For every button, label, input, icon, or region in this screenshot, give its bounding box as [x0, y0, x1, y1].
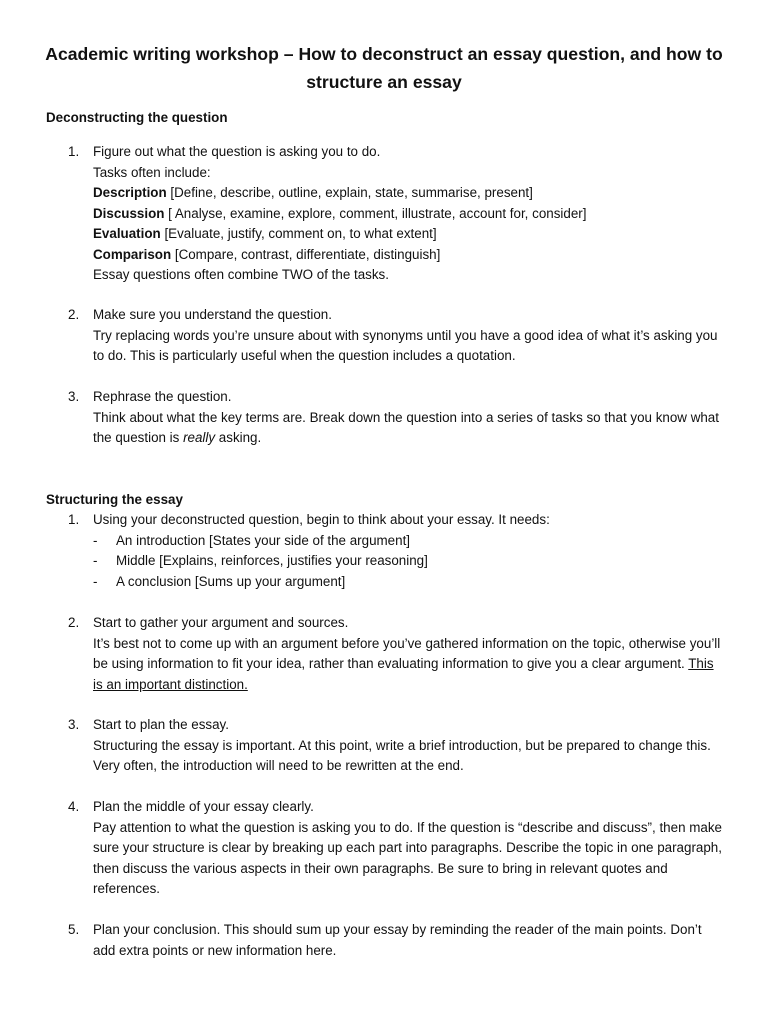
bullet-item — [93, 531, 722, 552]
item-lead: Figure out what the question is asking you to do. — [93, 144, 381, 159]
list-item — [46, 142, 722, 286]
bullet-item — [93, 551, 722, 572]
list-item — [46, 510, 722, 592]
emphasis-text: really — [183, 430, 216, 445]
item-number: 2. — [68, 307, 80, 322]
task-discussion — [93, 204, 722, 225]
dash-marker: - — [93, 573, 98, 589]
item-lead: Make sure you understand the question. — [93, 307, 332, 322]
item-text: Pay attention to what the question is asking you to do. If the question is “describe and discuss”, then make sure your structure is clear by breaking up each part into paragraphs. Describe the topic in one paragraph, then discuss the various aspects in their own paragraphs. Be sure to bring in relevant quotes and references. — [93, 819, 722, 896]
task-detail: [Define, describe, outline, explain, state, summarise, present] — [166, 185, 533, 200]
dash-marker: - — [93, 553, 98, 568]
item-text: Try replacing words you’re unsure about with synonyms until you have a good idea of what it’s asking you to do. This is particularly useful when the question includes a quotation. — [93, 327, 718, 363]
list-item — [46, 715, 722, 777]
item-text-part: It’s best not to come up with an argument before you’ve gathered information on the topic, otherwise you’ll be using information to fit your idea, rather than evaluating information to give you a clear argument. — [93, 635, 721, 671]
bullet-text: Middle [Explains, reinforces, justifies your reasoning] — [116, 553, 428, 568]
item-number: 1. — [68, 144, 80, 159]
item-text — [93, 408, 722, 449]
task-evaluation — [93, 224, 722, 245]
list-item — [46, 305, 722, 367]
task-comparison — [93, 245, 722, 266]
task-detail: [Compare, contrast, differentiate, distinguish] — [171, 246, 441, 262]
page-title: Academic writing workshop – How to deconstruct an essay question, and how to structure an essay — [45, 44, 723, 92]
item-lead: Using your deconstructed question, begin to think about your essay. It needs: — [93, 512, 550, 527]
task-term: Evaluation — [93, 226, 161, 241]
item-lead: Start to gather your argument and sources. — [93, 615, 349, 630]
bullet-item — [93, 572, 722, 593]
item-number: 3. — [68, 717, 80, 732]
item-number: 1. — [68, 512, 80, 527]
task-detail: [ Analyse, examine, explore, comment, illustrate, account for, consider] — [164, 205, 587, 221]
item-text: Structuring the essay is important. At this point, write a brief introduction, but be prepared to change this. Very often, the introduction will need to be rewritten at the end. — [93, 737, 711, 773]
item-number: 5. — [68, 922, 80, 937]
section-heading-deconstructing: Deconstructing the question — [46, 110, 228, 125]
bullet-text: An introduction [States your side of the argument] — [116, 532, 411, 548]
list-item — [46, 797, 722, 900]
item-text-part: asking. — [215, 430, 262, 445]
item-number: 2. — [68, 615, 80, 630]
section-heading-structuring: Structuring the essay — [46, 492, 183, 507]
item-number: 3. — [68, 389, 80, 404]
list-item — [46, 920, 722, 961]
item-text-part: Think about what the key terms are. Break down the question into a series of tasks so that you know what the question is — [93, 409, 719, 445]
item-lead: Rephrase the question. — [93, 389, 232, 404]
underlined-text: This is an important distinction. — [93, 656, 714, 692]
item-text: Tasks often include: — [93, 164, 211, 180]
item-number: 4. — [68, 799, 80, 814]
task-term: Discussion — [93, 205, 165, 221]
item-lead: Start to plan the essay. — [93, 717, 229, 732]
list-item — [46, 387, 722, 449]
dash-marker: - — [93, 532, 98, 548]
task-detail: [Evaluate, justify, comment on, to what extent] — [160, 226, 437, 241]
item-lead: Plan the middle of your essay clearly. — [93, 799, 314, 814]
item-text — [93, 634, 722, 696]
bullet-text: A conclusion [Sums up your argument] — [116, 573, 346, 589]
task-description — [93, 183, 722, 204]
task-term: Description — [93, 185, 167, 200]
item-text: Essay questions often combine TWO of the tasks. — [93, 267, 389, 282]
task-term: Comparison — [93, 246, 172, 262]
list-item — [46, 613, 722, 695]
item-text: Plan your conclusion. This should sum up your essay by reminding the reader of the main points. Don’t add extra points or new information here. — [93, 922, 702, 958]
